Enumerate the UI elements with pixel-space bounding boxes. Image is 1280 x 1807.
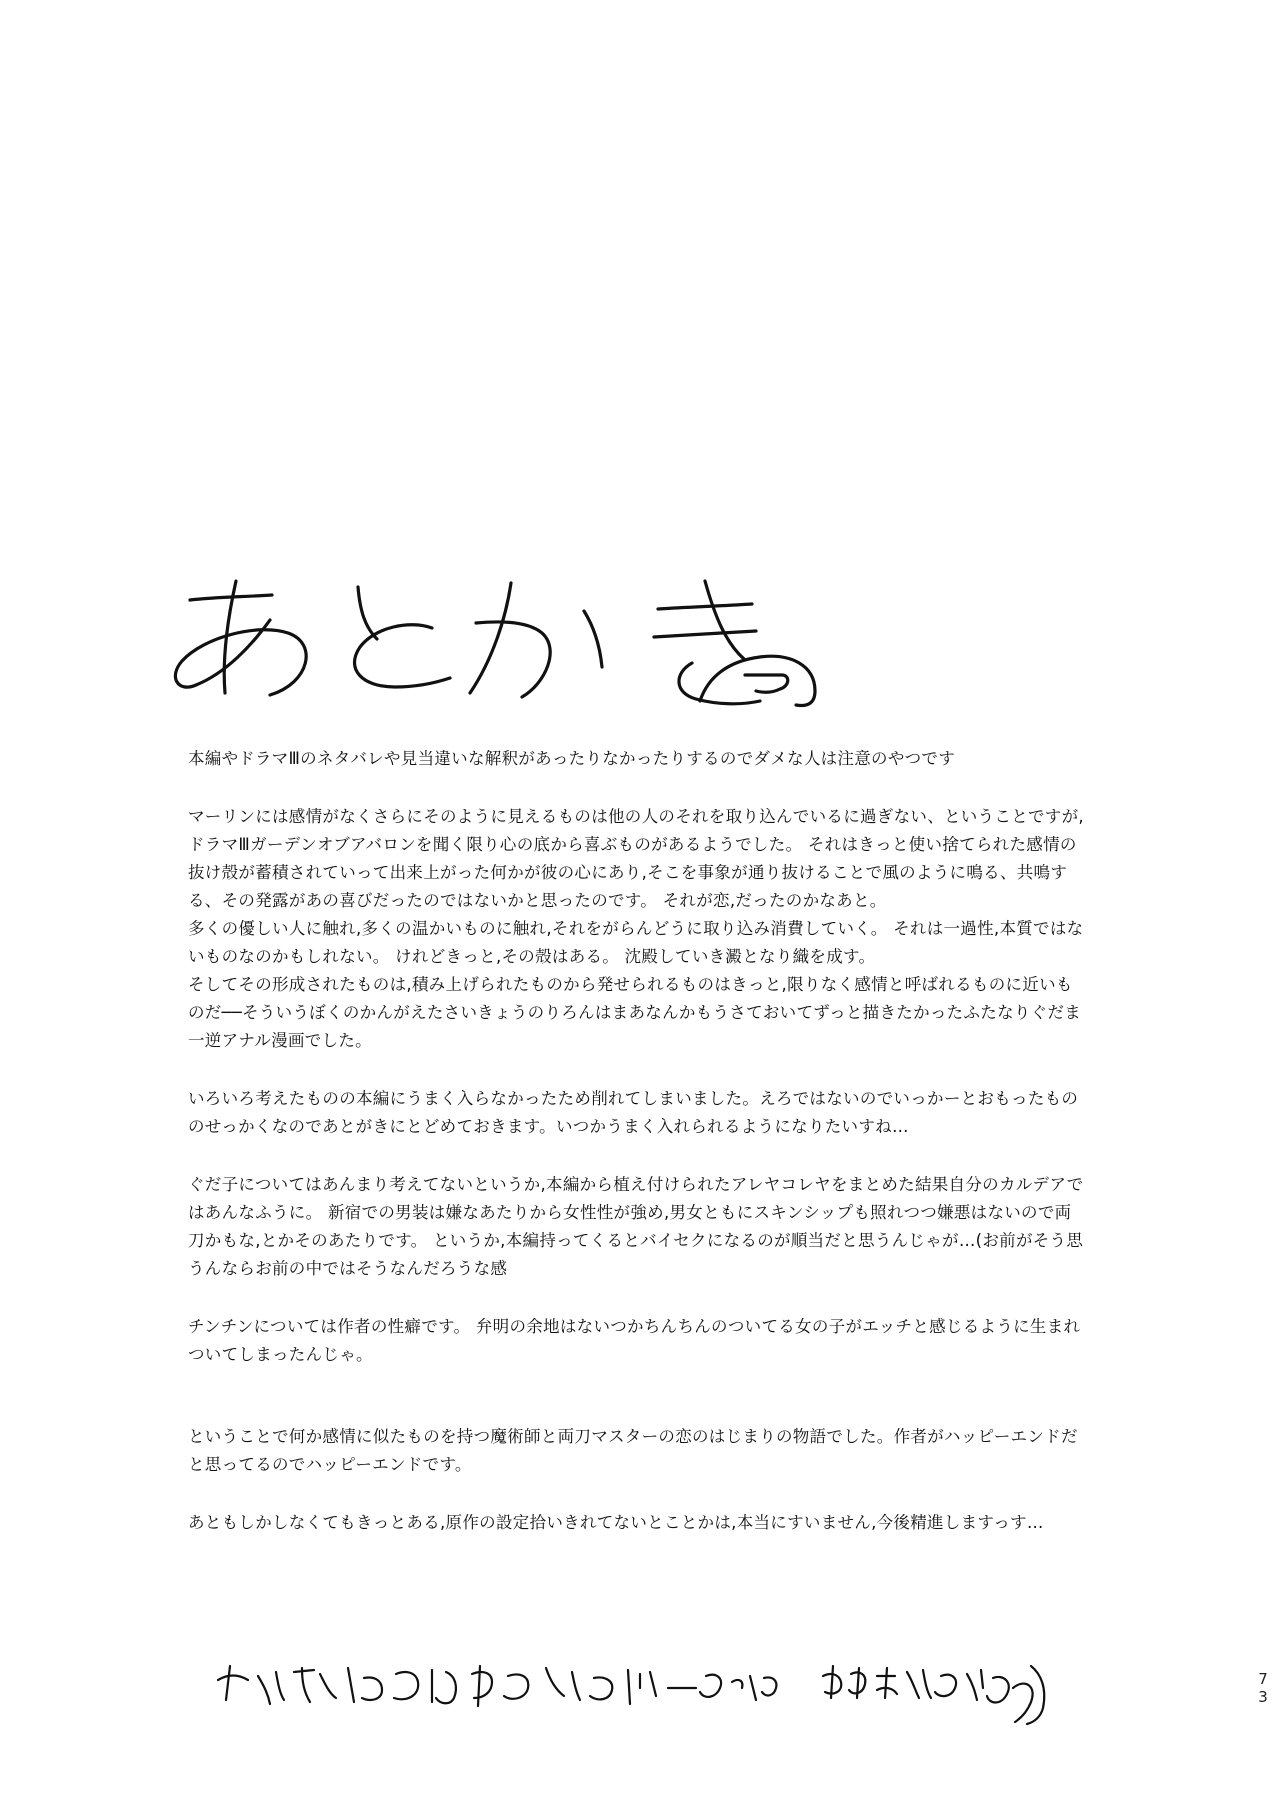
handwritten-closing <box>210 1658 1060 1728</box>
paragraph-kindness: 多くの優しい人に触れ,多くの温かいものに触れ,それをがらんどうに取り込み消費していく。 それは一過性,本質ではないものなのかもしれない。 けれどきっと,その殻はある。 沈殿していき澱となり織を成す。 <box>188 919 1084 966</box>
paragraph-gudako: ぐだ子についてはあんまり考えてないというか,本編から植え付けられたアレヤコレヤをまとめた結果自分のカルデアではあんなふうに。 新宿での男装は嫌なあたりから女性性が強め,男女ともにスキンシップも照れつつ嫌悪はないので両刀かもな,とかそのあたりです。 というか,本編持ってくるとバイセクになるのが順当だと思うんじゃが…(お前がそう思うんならお前の中ではそうなんだろうな感 <box>188 1175 1084 1278</box>
afterword-body <box>188 745 1088 1537</box>
paragraph-apology: あともしかしなくてもきっとある,原作の設定拾いきれてないとことかは,本当にすいません,今後精進しますっす… <box>188 1513 1044 1532</box>
paragraph-cut-scenes: いろいろ考えたものの本編にうまく入らなかったため削れてしまいました。えろではないのでいっかーとおもったもののせっかくなのであとがきにとどめておきます。いつかうまく入れられるようになりたいすね… <box>188 1089 1079 1136</box>
paragraph-warning: 本編やドラマⅢのネタバレや見当違いな解釈があったりなかったりするのでダメな人は注意のやつです <box>188 749 956 768</box>
paragraph-author-taste: チンチンについては作者の性癖です。 弁明の余地はないつかちんちんのついてる女の子がエッチと感じるように生まれついてしまったんじゃ。 <box>188 1317 1081 1364</box>
afterword-title <box>170 575 930 715</box>
paragraph-merlin-emotion: マーリンには感情がなくさらにそのように見えるものは他の人のそれを取り込んでいるに過ぎない、ということですが,ドラマⅢガーデンオブアバロンを聞く限り心の底から喜ぶものがあるようでした。 それはきっと使い捨てられた感情の抜け殻が蓄積されていって出来上がった何かが彼の心にあり,そこを事象が通り抜けることで風のように鳴る、共鳴する、その発露があの喜びだったのではないかと思ったのです。 それが恋,だったのかなあと。 <box>188 807 1084 910</box>
handwritten-title-art <box>170 575 930 715</box>
handwritten-closing-line <box>210 1658 790 1718</box>
page-number: 7 3 <box>1258 1670 1268 1706</box>
handwritten-signature <box>815 1658 1055 1728</box>
paragraph-story-summary: ということで何か感情に似たものを持つ魔術師と両刀マスターの恋のはじまりの物語でした。作者がハッピーエンドだと思ってるのでハッピーエンドです。 <box>188 1427 1078 1474</box>
paragraph-theory: そしてその形成されたものは,積み上げられたものから発せられるものはきっと,限りなく感情と呼ばれるものに近いものだ──そういうぼくのかんがえたさいきょうのりろんはまあなんかもうさておいてずっと描きたかったふたなりぐだま一逆アナル漫画でした。 <box>188 975 1082 1050</box>
